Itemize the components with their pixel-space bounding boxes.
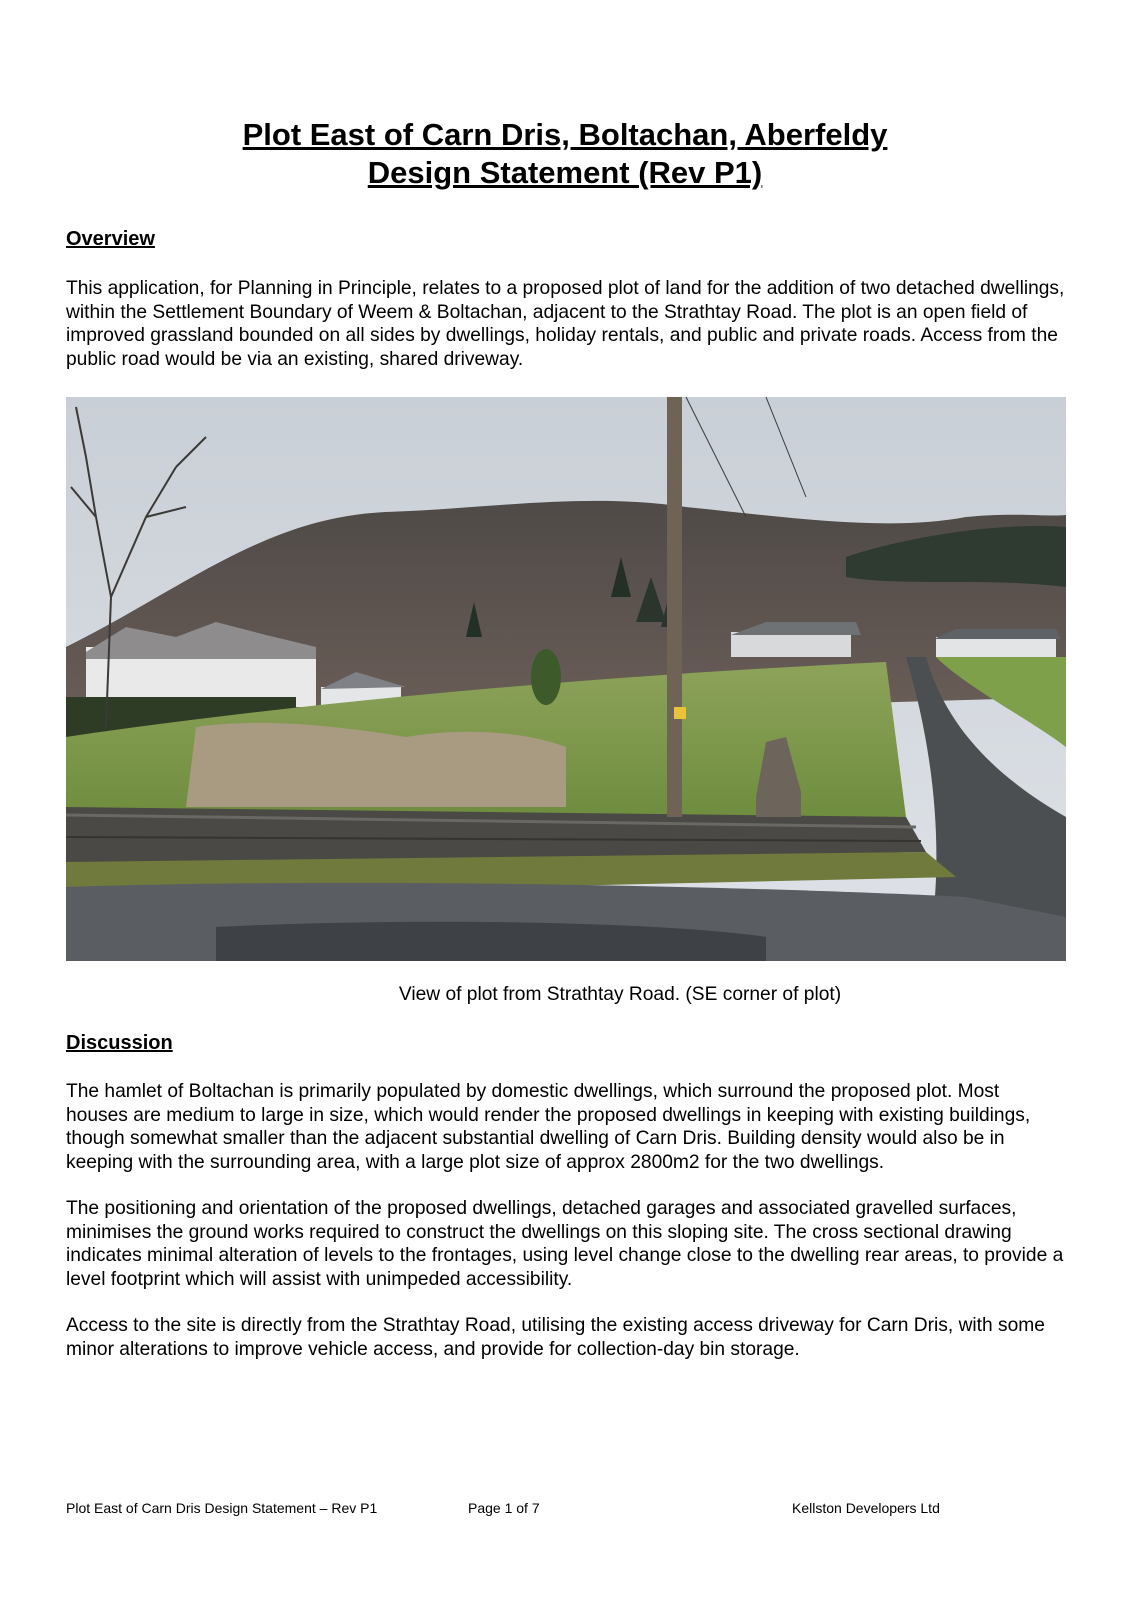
footer-company: Kellston Developers Ltd bbox=[792, 1500, 940, 1516]
overview-paragraph: This application, for Planning in Principle, relates to a proposed plot of land for the addition of two detached dwellings, within the Settlement Boundary of Weem & Boltachan, adjacent to the Strathtay Road. The plot is an open field of improved grassland bounded on all sides by dwellings, holiday rentals, and public and private roads. Access from the public road would be via an existing, shared driveway. bbox=[66, 278, 1065, 370]
footer-document-name: Plot East of Carn Dris Design Statement – Rev P1 bbox=[66, 1500, 378, 1516]
overview-heading: Overview bbox=[66, 228, 155, 250]
photo-caption: View of plot from Strathtay Road. (SE corner of plot) bbox=[398, 984, 842, 1005]
footer-page-number: Page 1 of 7 bbox=[468, 1500, 540, 1516]
discussion-heading: Discussion bbox=[66, 1032, 173, 1054]
title-line-1: Plot East of Carn Dris, Boltachan, Aberfeldy bbox=[242, 117, 888, 152]
discussion-paragraph-3: Access to the site is directly from the Strathtay Road, utilising the existing access driveway for Carn Dris, with some minor alterations to improve vehicle access, and provide for collection-day bin storage. bbox=[66, 1315, 1045, 1360]
discussion-paragraph-2: The positioning and orientation of the proposed dwellings, detached garages and associated gravelled surfaces, minimises the ground works required to construct the dwellings on this sloping site. The cross sectional drawing indicates minimal alteration of levels to the frontages, using level change close to the dwelling rear areas, to provide a level footprint which will assist with unimpeded accessibility. bbox=[66, 1198, 1064, 1290]
title-line-2: Design Statement (Rev P1) bbox=[367, 155, 763, 190]
discussion-paragraph-1: The hamlet of Boltachan is primarily populated by domestic dwellings, which surround the proposed plot. Most houses are medium to large in size, which would render the proposed dwellings in keeping with existing buildings, though somewhat smaller than the adjacent substantial dwelling of Carn Dris. Building density would also be in keeping with the surrounding area, with a large plot size of approx 2800m2 for the two dwellings. bbox=[66, 1081, 1031, 1173]
site-photo bbox=[66, 397, 1066, 961]
document-title bbox=[0, 116, 1130, 192]
